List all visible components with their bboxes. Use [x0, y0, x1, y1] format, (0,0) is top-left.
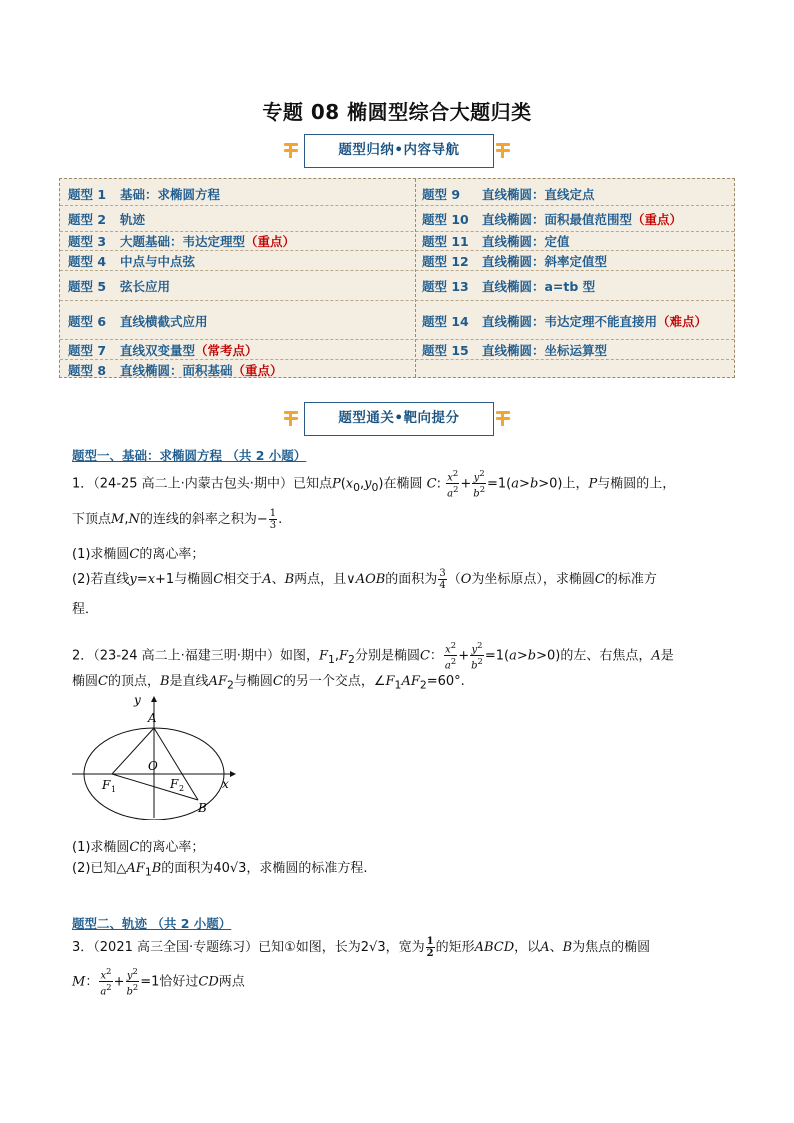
svg-text:1: 1: [111, 785, 117, 794]
banner-ornament-icon: [496, 411, 510, 427]
nav-item-left-3[interactable]: [68, 232, 295, 250]
nav-item-number: 题型 6: [68, 314, 107, 329]
x-axis-arrow-icon: [230, 771, 236, 777]
section-heading-2: 题型二、轨迹 （共 2 小题）: [72, 916, 232, 931]
section-heading-1: 题型一、基础：求椭圆方程 （共 2 小题）: [72, 448, 307, 463]
label-x: x: [222, 777, 229, 791]
nav-item-label: 直线双变量型: [120, 343, 196, 358]
nav-item-right-4[interactable]: [422, 252, 607, 270]
label-y: y: [134, 693, 141, 707]
q2-part2: (2)已知$\triangle AF_1B$的面积为40√3，求椭圆的标准方程.: [72, 861, 368, 879]
segment-f1b: [112, 774, 198, 800]
nav-item-label: 直线椭圆：面积最值范围型: [482, 212, 633, 227]
nav-item-label: 直线椭圆：面积基础: [120, 363, 233, 378]
q2-part1: (1)求椭圆C的离心率；: [72, 840, 205, 855]
q2-line1: 2．（23-24 高二上·福建三明·期中）如图，$F_1,F_2$分别是椭圆C： $\frac{x^2}{a^2}$ + $\frac{y^2}{b^2}$ =1(a>b>0)的左、右焦点，A是: [72, 640, 674, 672]
nav-item-number: 题型 9: [422, 187, 461, 202]
y-axis-arrow-icon: [151, 696, 157, 702]
nav-item-number: 题型 5: [68, 279, 107, 294]
nav-item-number: 题型 4: [68, 254, 107, 269]
nav-item-number: 题型 7: [68, 343, 107, 358]
svg-text:2: 2: [179, 784, 185, 793]
nav-item-right-2[interactable]: [422, 210, 682, 228]
nav-item-label: 直线椭圆：韦达定理不能直接用: [482, 314, 658, 329]
nav-item-tag: （重点）: [232, 363, 283, 378]
banner-ornament-icon: [284, 143, 298, 159]
label-b: B: [198, 801, 207, 815]
ellipse-figure: [70, 690, 240, 820]
nav-item-left-7[interactable]: [68, 341, 258, 359]
nav-item-number: 题型 10: [422, 212, 469, 227]
banner-ornament-icon: [284, 411, 298, 427]
q3-line1: 3．（2021 高三全国·专题练习）已知①如图，长为2√3，宽为 $\frac{1}{2}$ 的矩形ABCD，以A、B为焦点的椭圆: [72, 936, 651, 959]
topic-nav-table: [59, 178, 735, 378]
nav-item-right-6[interactable]: [422, 312, 707, 330]
nav-item-left-2[interactable]: [68, 210, 145, 228]
q1-line1: 1．（24-25 高二上·内蒙古包头·期中）已知点$P(x_0,y_0)$在椭圆 C: $\frac{x^2}{a^2}$ + $\frac{y^2}{b^2}$ =1(a>b>0)上，P与椭圆的上，: [72, 468, 676, 500]
nav-item-label: 直线椭圆：斜率定值型: [482, 254, 608, 269]
nav-item-label: 中点与中点弦: [120, 254, 196, 269]
nav-item-number: 题型 3: [68, 234, 107, 249]
nav-item-number: 题型 14: [422, 314, 469, 329]
nav-item-left-4[interactable]: [68, 252, 195, 270]
nav-item-tag: （重点）: [632, 212, 683, 227]
nav-item-left-5[interactable]: [68, 277, 170, 295]
label-o: O: [148, 759, 158, 773]
nav-banner: [0, 134, 794, 172]
nav-item-number: 题型 12: [422, 254, 469, 269]
nav-item-number: 题型 15: [422, 343, 469, 358]
nav-item-left-6[interactable]: [68, 312, 208, 330]
nav-item-left-1[interactable]: [68, 185, 220, 203]
nav-item-left-8[interactable]: [68, 361, 283, 379]
q1-part2-cont: 程．: [72, 602, 99, 617]
q3-line2: M： $\frac{x^2}{a^2}$ + $\frac{y^2}{b^2}$ =1恰好过CD两点: [72, 966, 245, 998]
label-a: A: [148, 711, 157, 725]
nav-item-number: 题型 2: [68, 212, 107, 227]
nav-item-label: 直线椭圆：定值: [482, 234, 570, 249]
nav-item-number: 题型 13: [422, 279, 469, 294]
page-title: 专题 08 椭圆型综合大题归类: [262, 100, 532, 124]
nav-item-tag: （难点）: [657, 314, 708, 329]
nav-item-number: 题型 1: [68, 187, 107, 202]
nav-item-label: 基础：求椭圆方程: [120, 187, 221, 202]
nav-item-number: 题型 11: [422, 234, 469, 249]
nav-item-tag: （常考点）: [195, 343, 258, 358]
nav-banner-label: 题型归纳•内容导航: [304, 134, 494, 168]
nav-item-label: 直线椭圆：直线定点: [482, 187, 595, 202]
practice-banner-label: 题型通关•靶向提分: [304, 402, 494, 436]
nav-item-right-3[interactable]: [422, 232, 570, 250]
label-f2: F: [170, 777, 179, 791]
nav-item-right-1[interactable]: [422, 185, 595, 203]
q1-part2: (2)若直线y=x+1与椭圆C相交于A、B两点，且∨AOB的面积为 $\frac{3}{4}$ （O为坐标原点），求椭圆C的标准方: [72, 568, 657, 591]
nav-item-label: 弦长应用: [120, 279, 171, 294]
nav-item-right-5[interactable]: [422, 277, 595, 295]
nav-item-label: 直线椭圆：坐标运算型: [482, 343, 608, 358]
nav-item-right-7[interactable]: [422, 341, 607, 359]
label-f1: F: [102, 778, 111, 792]
nav-item-number: 题型 8: [68, 363, 107, 378]
nav-item-label: 轨迹: [120, 212, 146, 227]
nav-item-tag: （重点）: [245, 234, 296, 249]
q2-line2: 椭圆C的顶点，B是直线$AF_2$与椭圆C的另一个交点，$\angle F_1AF_2=60^\circ$.: [72, 674, 465, 692]
nav-item-label: 大题基础：韦达定理型: [120, 234, 246, 249]
banner-ornament-icon: [496, 143, 510, 159]
practice-banner: [0, 402, 794, 440]
q1-part1: (1)求椭圆C的离心率；: [72, 547, 205, 562]
nav-item-label: 直线椭圆：a=tb 型: [482, 279, 596, 294]
q1-line2: 下顶点M,N的连线的斜率之积为− $\frac{1}{3}$ .: [72, 508, 283, 531]
nav-item-label: 直线横截式应用: [120, 314, 208, 329]
